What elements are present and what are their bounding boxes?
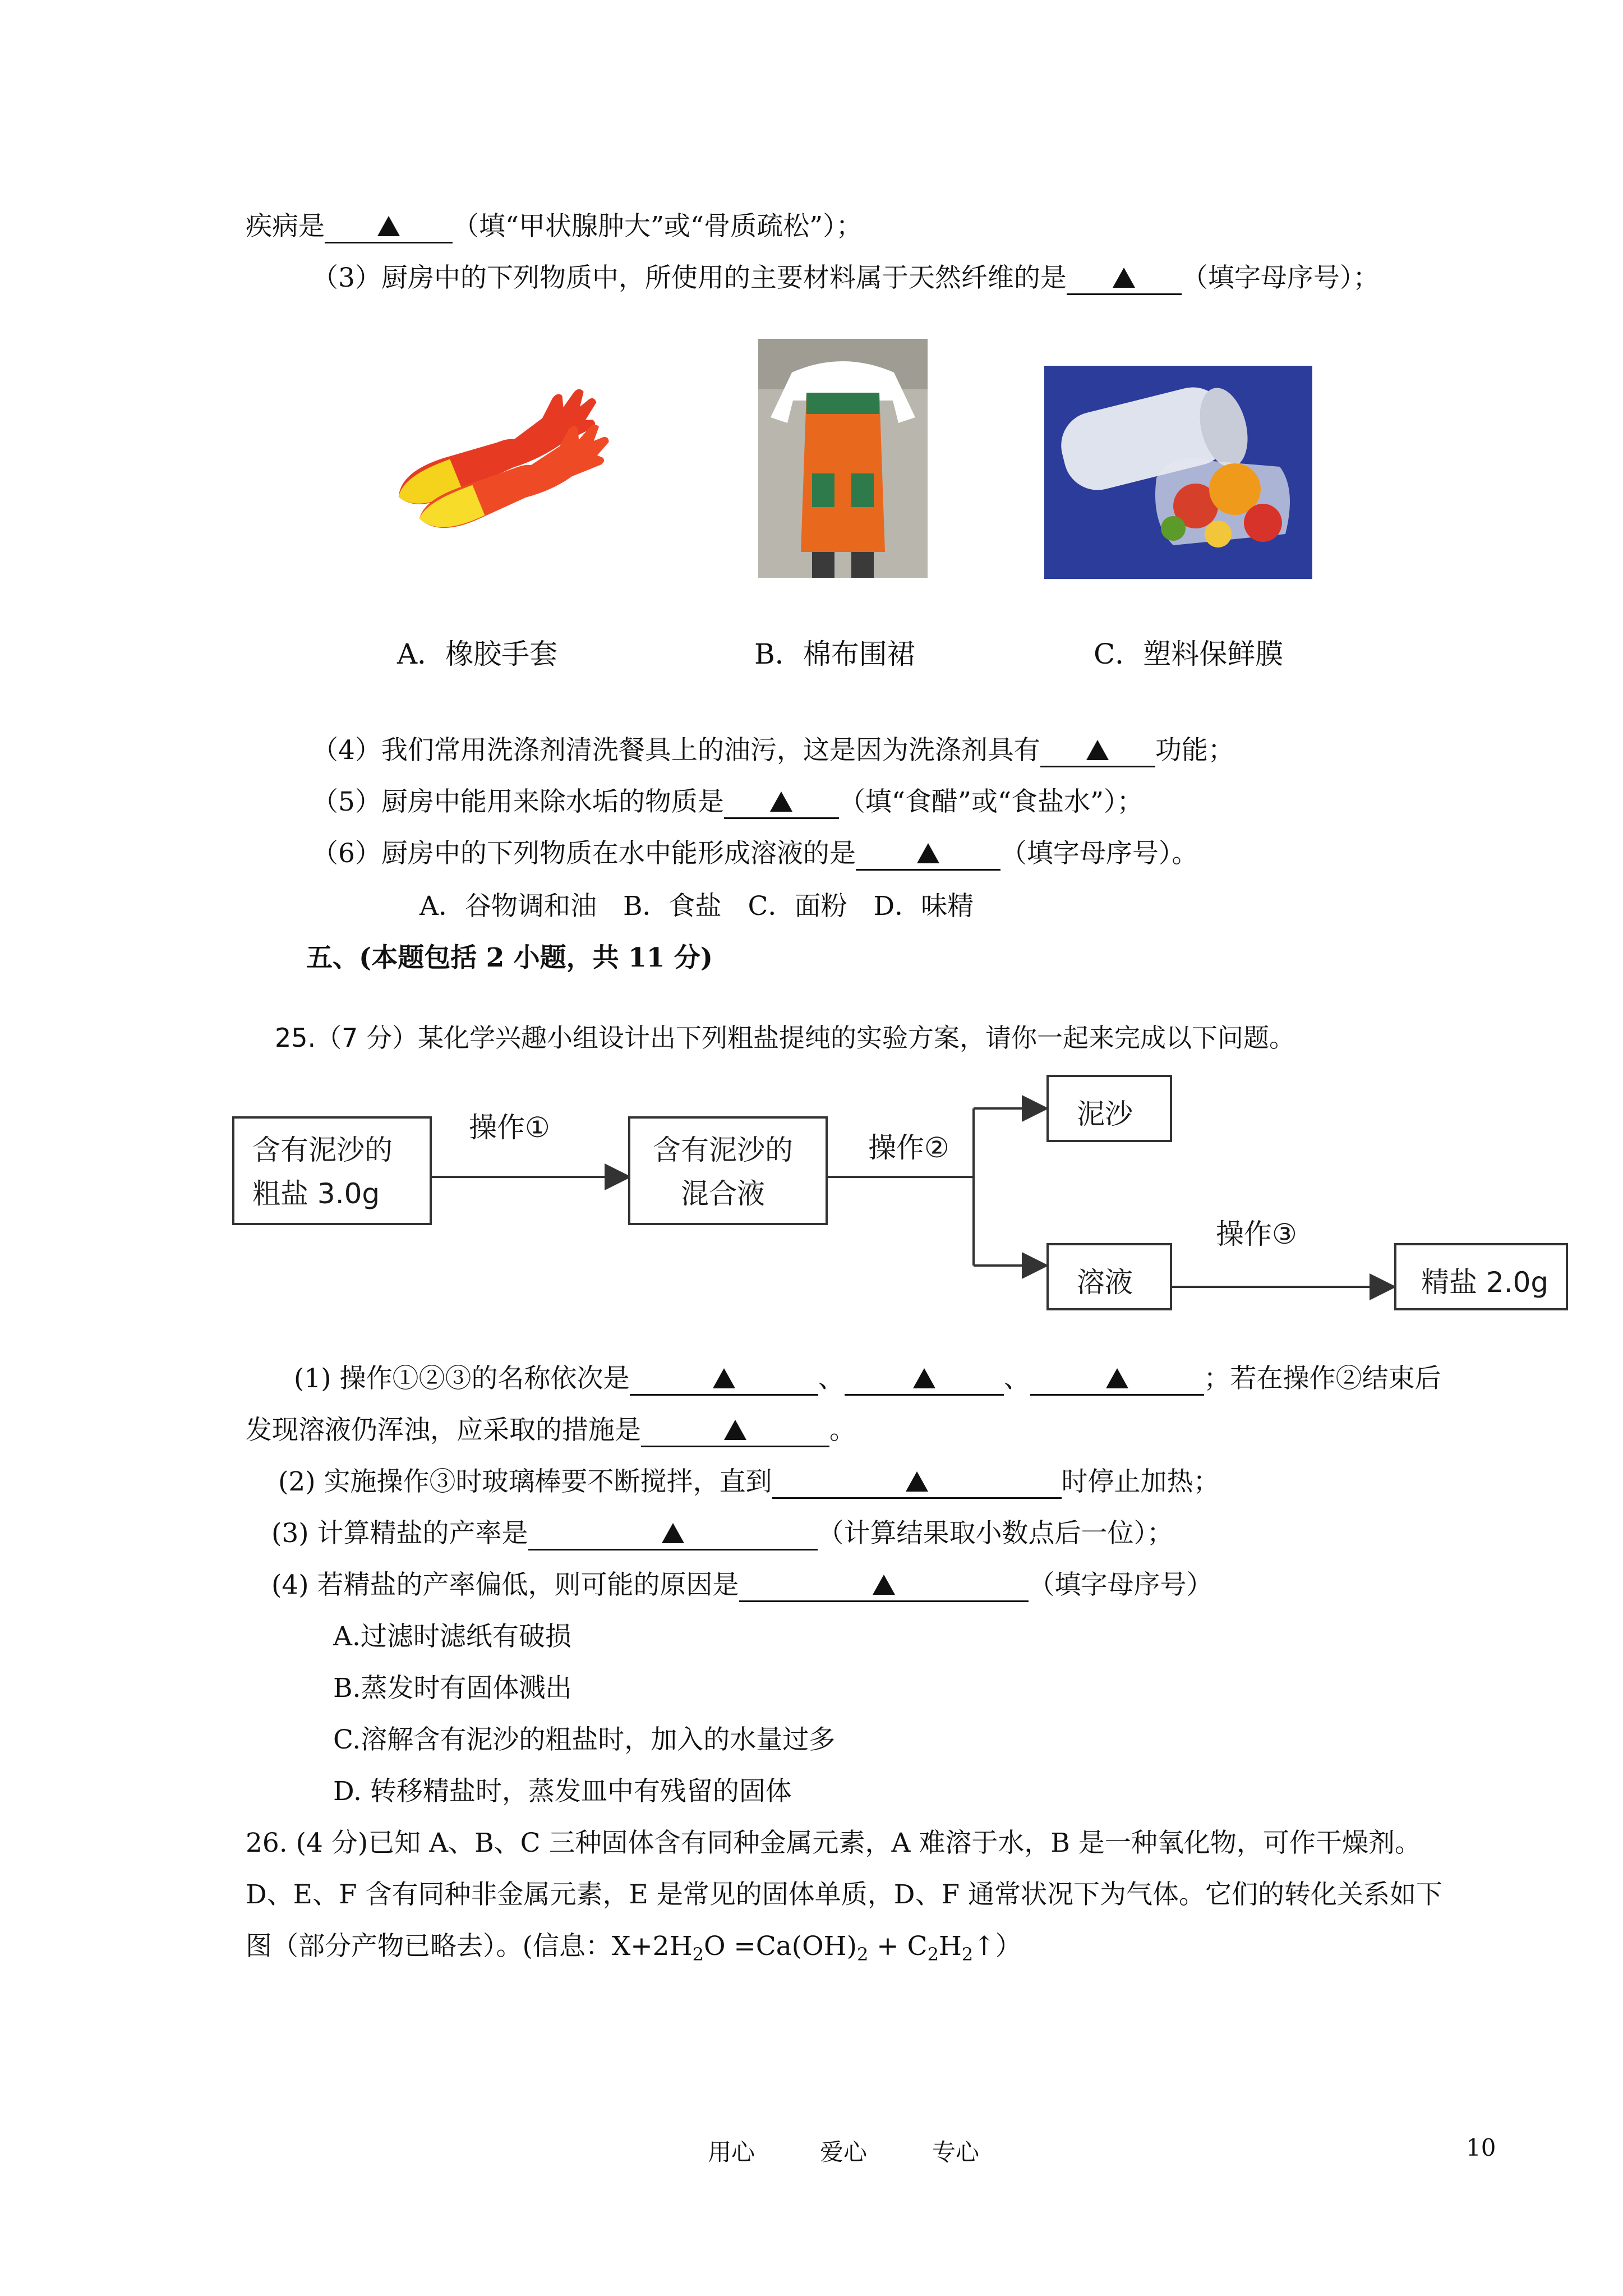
q25-part3: (3) 计算精盐的产率是 （计算结果取小数点后一位）；	[271, 1516, 1173, 1552]
image-caption-b: B．棉布围裙	[754, 638, 915, 670]
footer-motto-3: 专心	[932, 2138, 980, 2166]
sediment-box: 泥沙	[1046, 1075, 1172, 1142]
section-five-heading: 五、(本题包括 2 小题，共 11 分)	[306, 942, 713, 973]
q25-intro: 25.（7 分）某化学兴趣小组设计出下列粗盐提纯的实验方案，请你一起来完成以下问题。	[275, 1023, 1295, 1053]
q24-part5: （5）厨房中能用来除水垢的物质是 （填“食醋”或“食盐水”）；	[312, 784, 1144, 820]
triangle-icon	[662, 1523, 684, 1543]
operation-2-label: 操作②	[868, 1131, 949, 1164]
q25-part1-line1: (1) 操作①②③的名称依次是 、 、 ；若在操作②结束后	[294, 1361, 1441, 1397]
answer-blank[interactable]	[772, 1467, 1062, 1499]
option-c: C.溶解含有泥沙的粗盐时，加入的水量过多	[333, 1724, 836, 1755]
q26-line1: 26. (4 分)已知 A、B、C 三种固体含有同种金属元素，A 难溶于水，B 是一种氧化物，可作干燥剂。	[246, 1828, 1421, 1858]
operation-3-label: 操作③	[1216, 1218, 1297, 1250]
q24-disease-line: 疾病是 （填“甲状腺肿大”或“骨质疏松”）；	[246, 209, 863, 245]
page-number: 10	[1466, 2134, 1496, 2161]
up-arrow-icon: ↑	[973, 1931, 995, 1962]
option-b: B.蒸发时有固体溅出	[333, 1673, 572, 1704]
answer-blank[interactable]	[739, 1570, 1029, 1602]
footer-motto-2: 爱心	[820, 2138, 868, 2166]
answer-blank[interactable]	[641, 1415, 829, 1447]
solution-box: 溶液	[1046, 1243, 1172, 1310]
q25-part2: (2) 实施操作③时玻璃棒要不断搅拌，直到 时停止加热；	[278, 1464, 1220, 1500]
q24-part3: （3）厨房中的下列物质中，所使用的主要材料属于天然纤维的是 （填字母序号）；	[312, 260, 1379, 296]
triangle-icon	[873, 1575, 895, 1595]
image-caption-c: C．塑料保鲜膜	[1094, 638, 1284, 670]
answer-blank[interactable]	[1030, 1364, 1204, 1396]
footer-motto-1: 用心	[708, 2138, 755, 2166]
triangle-icon	[906, 1471, 928, 1492]
mixture-box: 含有泥沙的 混合液	[628, 1116, 828, 1225]
q25-part1-line2: 发现溶液仍浑浊，应采取的措施是 。	[246, 1412, 856, 1448]
answer-blank[interactable]	[845, 1364, 1004, 1396]
q24-part4: （4）我们常用洗涤剂清洗餐具上的油污，这是因为洗涤剂具有 功能；	[312, 733, 1234, 769]
answer-blank[interactable]	[630, 1364, 818, 1396]
option-a: A.过滤时滤纸有破损	[333, 1621, 571, 1652]
image-caption-a: A．橡胶手套	[397, 638, 558, 670]
q26-line2: D、E、F 含有同种非金属元素，E 是常见的固体单质，D、F 通常状况下为气体。它们的转化关系如下	[246, 1879, 1443, 1910]
q25-part4: (4) 若精盐的产率偏低，则可能的原因是 （填字母序号）	[271, 1567, 1213, 1603]
crude-salt-box: 含有泥沙的 粗盐 3.0g	[232, 1116, 432, 1225]
refined-salt-box: 精盐 2.0g	[1394, 1243, 1568, 1310]
q24-part6-options: A．谷物调和油 B．食盐 C．面粉 D．味精	[419, 891, 974, 922]
triangle-icon	[713, 1368, 735, 1388]
triangle-icon	[913, 1368, 935, 1388]
q26-line3: 图（部分产物已略去）。(信息：$X+2H_2O =Ca(OH)_2$ + $C_2H_2↑$）	[246, 1931, 1022, 1965]
operation-1-label: 操作①	[469, 1111, 550, 1144]
triangle-icon	[1106, 1368, 1128, 1388]
answer-blank[interactable]	[528, 1519, 818, 1550]
option-d: D. 转移精盐时，蒸发皿中有残留的固体	[333, 1776, 792, 1807]
triangle-icon	[724, 1420, 746, 1440]
q24-part6: （6）厨房中的下列物质在水中能形成溶液的是 （填字母序号）。	[312, 836, 1198, 872]
